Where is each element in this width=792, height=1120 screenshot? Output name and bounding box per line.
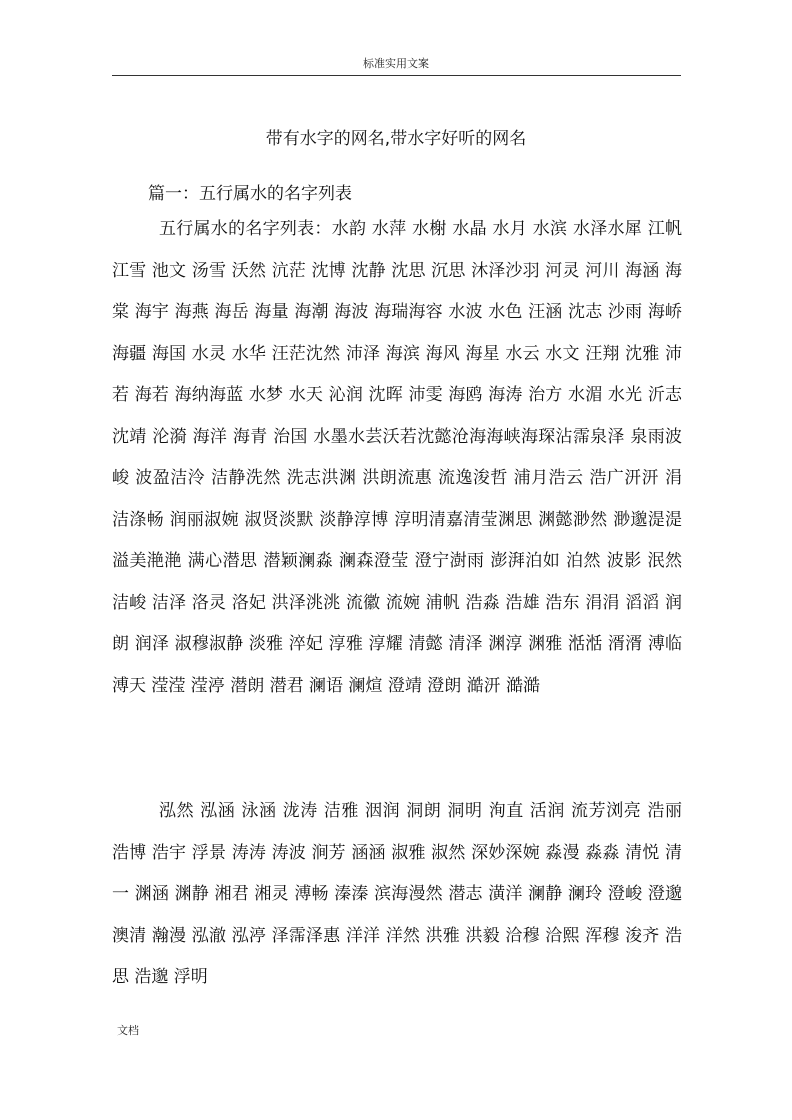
document-title: 带有水字的网名,带水字好听的网名 xyxy=(265,129,527,149)
body-paragraph: 泓然 泓涵 泳涵 泷涛 洁雅 洇润 洞朗 洞明 洵直 活润 流芳浏亮 浩丽 浩博 浩宇 浮景 涛涛 涛波 涧芳 涵涵 淑雅 淑然 深妙深婉 淼漫 淼淼 清悦 清一 渊涵 渊静 湘君 湘灵 溥畅 溱溱 滨海漫然 潜志 潢洋 澜静 澜玲 澄峻 澄邈 澳清 瀚漫 泓澈 泓渟 泽霈泽惠 洋洋 洋然 洪雅 洪毅 洽穆 洽熙 浑穆 浚齐 浩思 浩邈 浮明 xyxy=(112,801,682,987)
page-footer: 文档 xyxy=(117,1024,139,1037)
body-paragraph: 五行属水的名字列表：水韵 水萍 水榭 水晶 水月 水滨 水泽水犀 江帆 江雪 池文 汤雪 沃然 沆茫 沈博 沈静 沈思 沉思 沐泽沙羽 河灵 河川 海涵 海棠 海宇 海燕 海岳 海量 海潮 海波 海瑞海容 水波 水色 汪涵 沈志 沙雨 海峤 海疆 海国 水灵 水华 汪茫沈然 沛泽 海滨 海风 海星 水云 水文 汪翔 沈雅 沛若 海若 海纳海蓝 水梦 水天 沁润 沈晖 沛雯 海鸥 海涛 治方 水湄 水光 沂志沈靖 沦漪 海洋 海青 治国 水墨水芸沃若沈懿沧海海峡海琛沾霈泉泽 泉雨波峻 波盈洁泠 洁静洗然 洗志洪渊 洪朗流惠 流逸浚哲 浦月浩云 浩广汧汧 涓洁涤畅 润丽淑婉 淑贤淡默 淡静淳博 淳明清嘉清莹渊思 渊懿渺然 渺邈湜湜 溢美滟滟 满心潜思 潜颖澜淼 澜森澄莹 澄宁澍雨 澎湃泊如 泊然 波影 泯然 洁峻 洁泽 洛灵 洛妃 洪泽洮洮 流徽 流婉 浦帆 浩淼 浩雄 浩东 涓涓 滔滔 润朗 润泽 淑穆淑静 淡雅 淬妃 淳雅 淳耀 清懿 清泽 渊淳 渊雅 湉湉 湑湑 溥临溥天 滢滢 滢渟 潜朗 潜君 澜语 澜煊 澄靖 澄朗 澔汧 澔澔 xyxy=(112,219,682,696)
header-divider xyxy=(112,75,681,76)
section-heading: 篇一：五行属水的名字列表 xyxy=(148,184,352,204)
page-header: 标准实用文案 xyxy=(363,57,429,70)
